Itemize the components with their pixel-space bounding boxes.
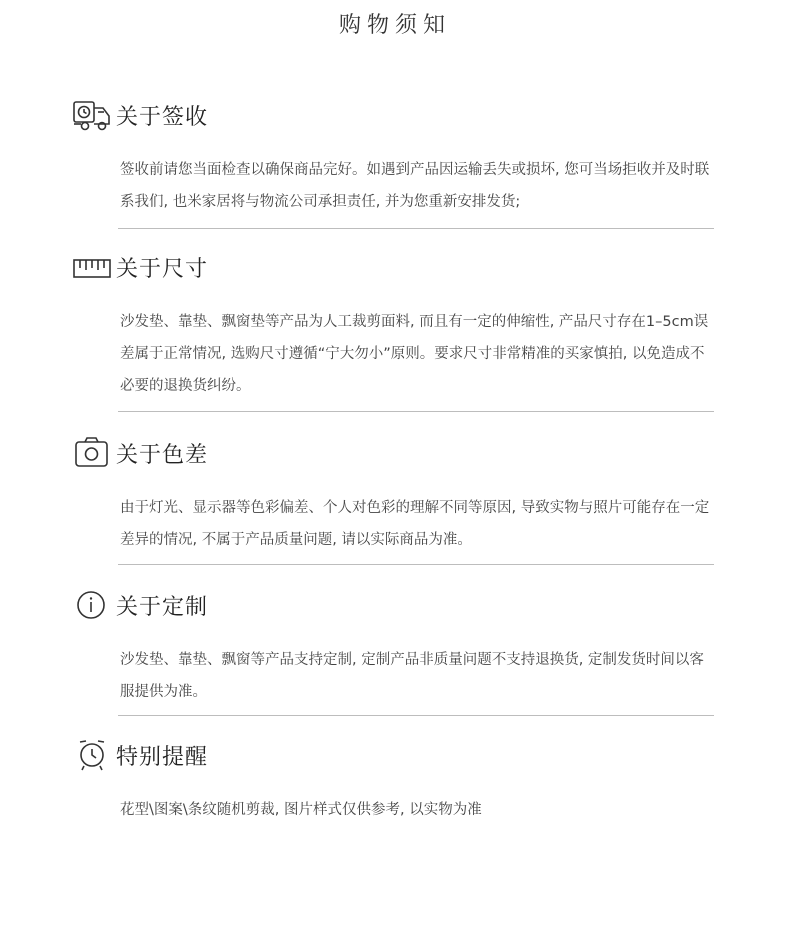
section-header bbox=[72, 738, 714, 774]
section-customization bbox=[72, 588, 714, 708]
section-title: 特别提醒 bbox=[116, 745, 209, 770]
divider bbox=[118, 564, 714, 565]
section-body: 沙发垫、靠垫、飘窗垫等产品为人工裁剪面料, 而且有一定的伸缩性, 产品尺寸存在1–5cm误差属于正常情况, 选购尺寸遵循“宁大勿小”原则。要求尺寸非常精准的买家慎拍, 以免造成不必要的退换货纠纷。 bbox=[120, 314, 709, 394]
section-signing bbox=[72, 98, 714, 218]
section-title: 关于签收 bbox=[116, 105, 209, 130]
section-special-reminder bbox=[72, 738, 714, 826]
section-title: 关于定制 bbox=[116, 595, 209, 620]
section-header bbox=[72, 98, 714, 134]
section-title: 关于色差 bbox=[116, 443, 209, 468]
divider bbox=[118, 228, 714, 229]
divider bbox=[118, 715, 714, 716]
section-color-difference bbox=[72, 436, 714, 556]
section-body: 由于灯光、显示器等色彩偏差、个人对色彩的理解不同等原因, 导致实物与照片可能存在一定差异的情况, 不属于产品质量问题, 请以实际商品为准。 bbox=[120, 500, 710, 548]
section-header bbox=[72, 588, 714, 624]
alarm-clock-icon bbox=[72, 738, 112, 772]
camera-icon bbox=[72, 436, 112, 470]
divider bbox=[118, 411, 714, 412]
info-icon bbox=[72, 588, 112, 622]
section-header bbox=[72, 250, 714, 286]
section-title: 关于尺寸 bbox=[116, 257, 209, 282]
section-body: 花型\图案\条纹随机剪裁, 图片样式仅供参考, 以实物为准 bbox=[120, 802, 482, 818]
section-header bbox=[72, 436, 714, 472]
section-body: 沙发垫、靠垫、飘窗等产品支持定制, 定制产品非质量问题不支持退换货, 定制发货时间以客服提供为准。 bbox=[120, 652, 704, 700]
page-title: 购物须知 bbox=[338, 13, 451, 38]
section-body: 签收前请您当面检查以确保商品完好。如遇到产品因运输丢失或损坏, 您可当场拒收并及时联系我们, 也米家居将与物流公司承担责任, 并为您重新安排发货; bbox=[120, 162, 710, 210]
delivery-truck-icon bbox=[72, 98, 112, 132]
ruler-icon bbox=[72, 250, 112, 284]
section-size bbox=[72, 250, 714, 402]
